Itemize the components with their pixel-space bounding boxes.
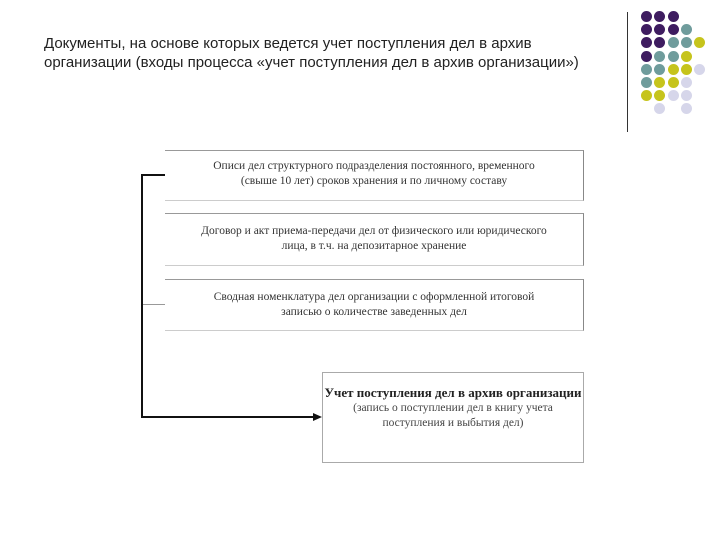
decor-dot (668, 51, 679, 62)
decor-dot (694, 37, 705, 48)
decor-dot (681, 24, 692, 35)
decor-dot (681, 51, 692, 62)
decor-dot (681, 77, 692, 88)
input-doc-contract (165, 213, 584, 266)
decor-dot (668, 90, 679, 101)
decor-dot (654, 51, 665, 62)
input-text-line: Описи дел структурного подразделения постоянного, временного (213, 160, 535, 172)
input-text-line: записью о количестве заведенных дел (281, 306, 467, 318)
decor-dot (681, 90, 692, 101)
decor-dot (654, 103, 665, 114)
result-note: (запись о поступлении дел в книгу учета поступления и выбытия дел) (353, 402, 553, 429)
decor-dot (641, 11, 652, 22)
decor-dot (641, 24, 652, 35)
decor-dot (654, 24, 665, 35)
connector-top (141, 174, 165, 176)
decor-dot (654, 64, 665, 75)
connector-branch (143, 304, 165, 305)
connector-vertical (141, 174, 143, 418)
decor-dot (668, 11, 679, 22)
decor-dot (668, 64, 679, 75)
result-box (322, 372, 584, 463)
decor-divider (627, 12, 628, 132)
decor-dot (654, 11, 665, 22)
decor-dot (668, 37, 679, 48)
input-doc-nomenclature (165, 279, 584, 331)
connector-arrow-line (141, 416, 315, 418)
decor-dot (641, 64, 652, 75)
input-text-line: Сводная номенклатура дел организации с оформленной итоговой (213, 291, 535, 303)
decor-dot (681, 37, 692, 48)
input-doc-inventories (165, 150, 584, 201)
input-text-line: (свыше 10 лет) сроков хранения и по личному составу (240, 175, 508, 187)
decor-dot (641, 90, 652, 101)
decor-dot (681, 103, 692, 114)
decor-dot (641, 51, 652, 62)
decor-dot (668, 77, 679, 88)
input-text-line: лица, в т.ч. на депозитарное хранение (281, 240, 467, 252)
decor-dot (668, 24, 679, 35)
result-title: Учет поступления дел в архив организации (324, 385, 582, 400)
input-text-line: Договор и акт приема-передачи дел от физического или юридического (201, 225, 547, 237)
decor-dot (654, 90, 665, 101)
decor-dot (641, 37, 652, 48)
slide-title: Документы, на основе которых ведется учет поступления дел в архив организации (входы процесса «учет поступления дел в архив организации») (44, 35, 579, 71)
decor-dot (654, 77, 665, 88)
decor-dot (654, 37, 665, 48)
decor-dot (694, 64, 705, 75)
decor-dot (681, 64, 692, 75)
decor-dot (641, 77, 652, 88)
